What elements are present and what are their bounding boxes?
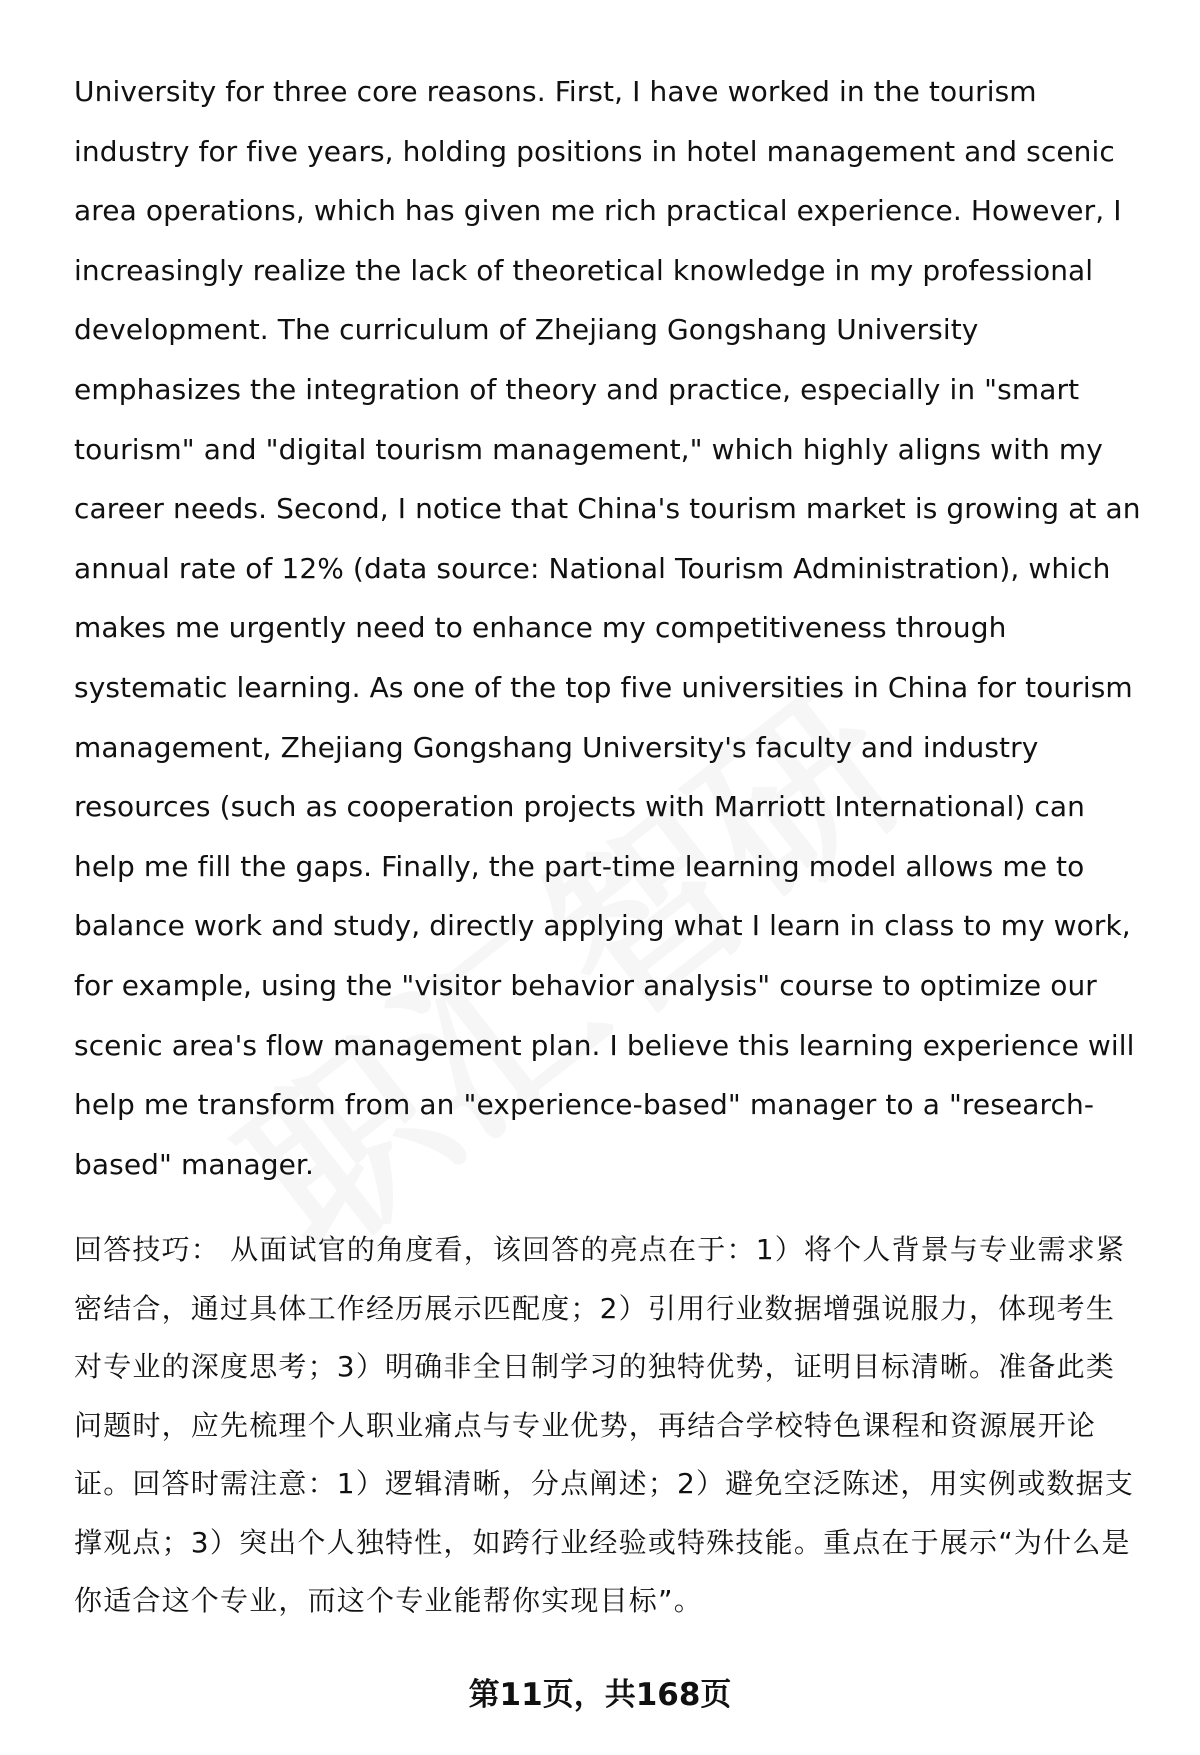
page-number: 第11页，共168页 bbox=[468, 1677, 732, 1713]
tips-paragraph: 回答技巧： 从面试官的角度看，该回答的亮点在于：1）将个人背景与专业需求紧密结合，通过具体工作经历展示匹配度；2）引用行业数据增强说服力，体现考生对专业的深度思考；3）明确非全日制学习的独特优势，证明目标清晰。准备此类问题时，应先梳理个人职业痛点与专业优势，再结合学校特色课程和资源展开论证。回答时需注意：1）逻辑清晰，分点阐述；2）避免空泛陈述，用实例或数据支撑观点；3）突出个人独特性，如跨行业经验或特殊技能。重点在于展示“为什么是你适合这个专业，而这个专业能帮你实现目标”。 bbox=[74, 1233, 1135, 1617]
answer-paragraph: University for three core reasons. First, I have worked in the tourism industry for five years, holding positions in hotel management and scenic area operations, which has given me rich practical experience. However, I increasingly realize the lack of theoretical knowledge in my professional development. The curriculum of Zhejiang Gongshang University emphasizes the integration of theory and practice, especially in "smart tourism" and "digital tourism management," which highly aligns with my career needs. Second, I notice that China's tourism market is growing at an annual rate of 12% (data source: National Tourism Administration), which makes me urgently need to enhance my competitiveness through systematic learning. As one of the top five universities in China for tourism management, Zhejiang Gongshang University's faculty and industry resources (such as cooperation projects with Marriott International) can help me fill the gaps. Finally, the part-time learning model allows me to balance work and study, directly applying what I learn in class to my work, for example, using the "visitor behavior analysis" course to optimize our scenic area's flow management plan. I believe this learning experience will help me transform from an "experience-based" manager to a "research-based" manager. bbox=[74, 75, 1141, 1181]
